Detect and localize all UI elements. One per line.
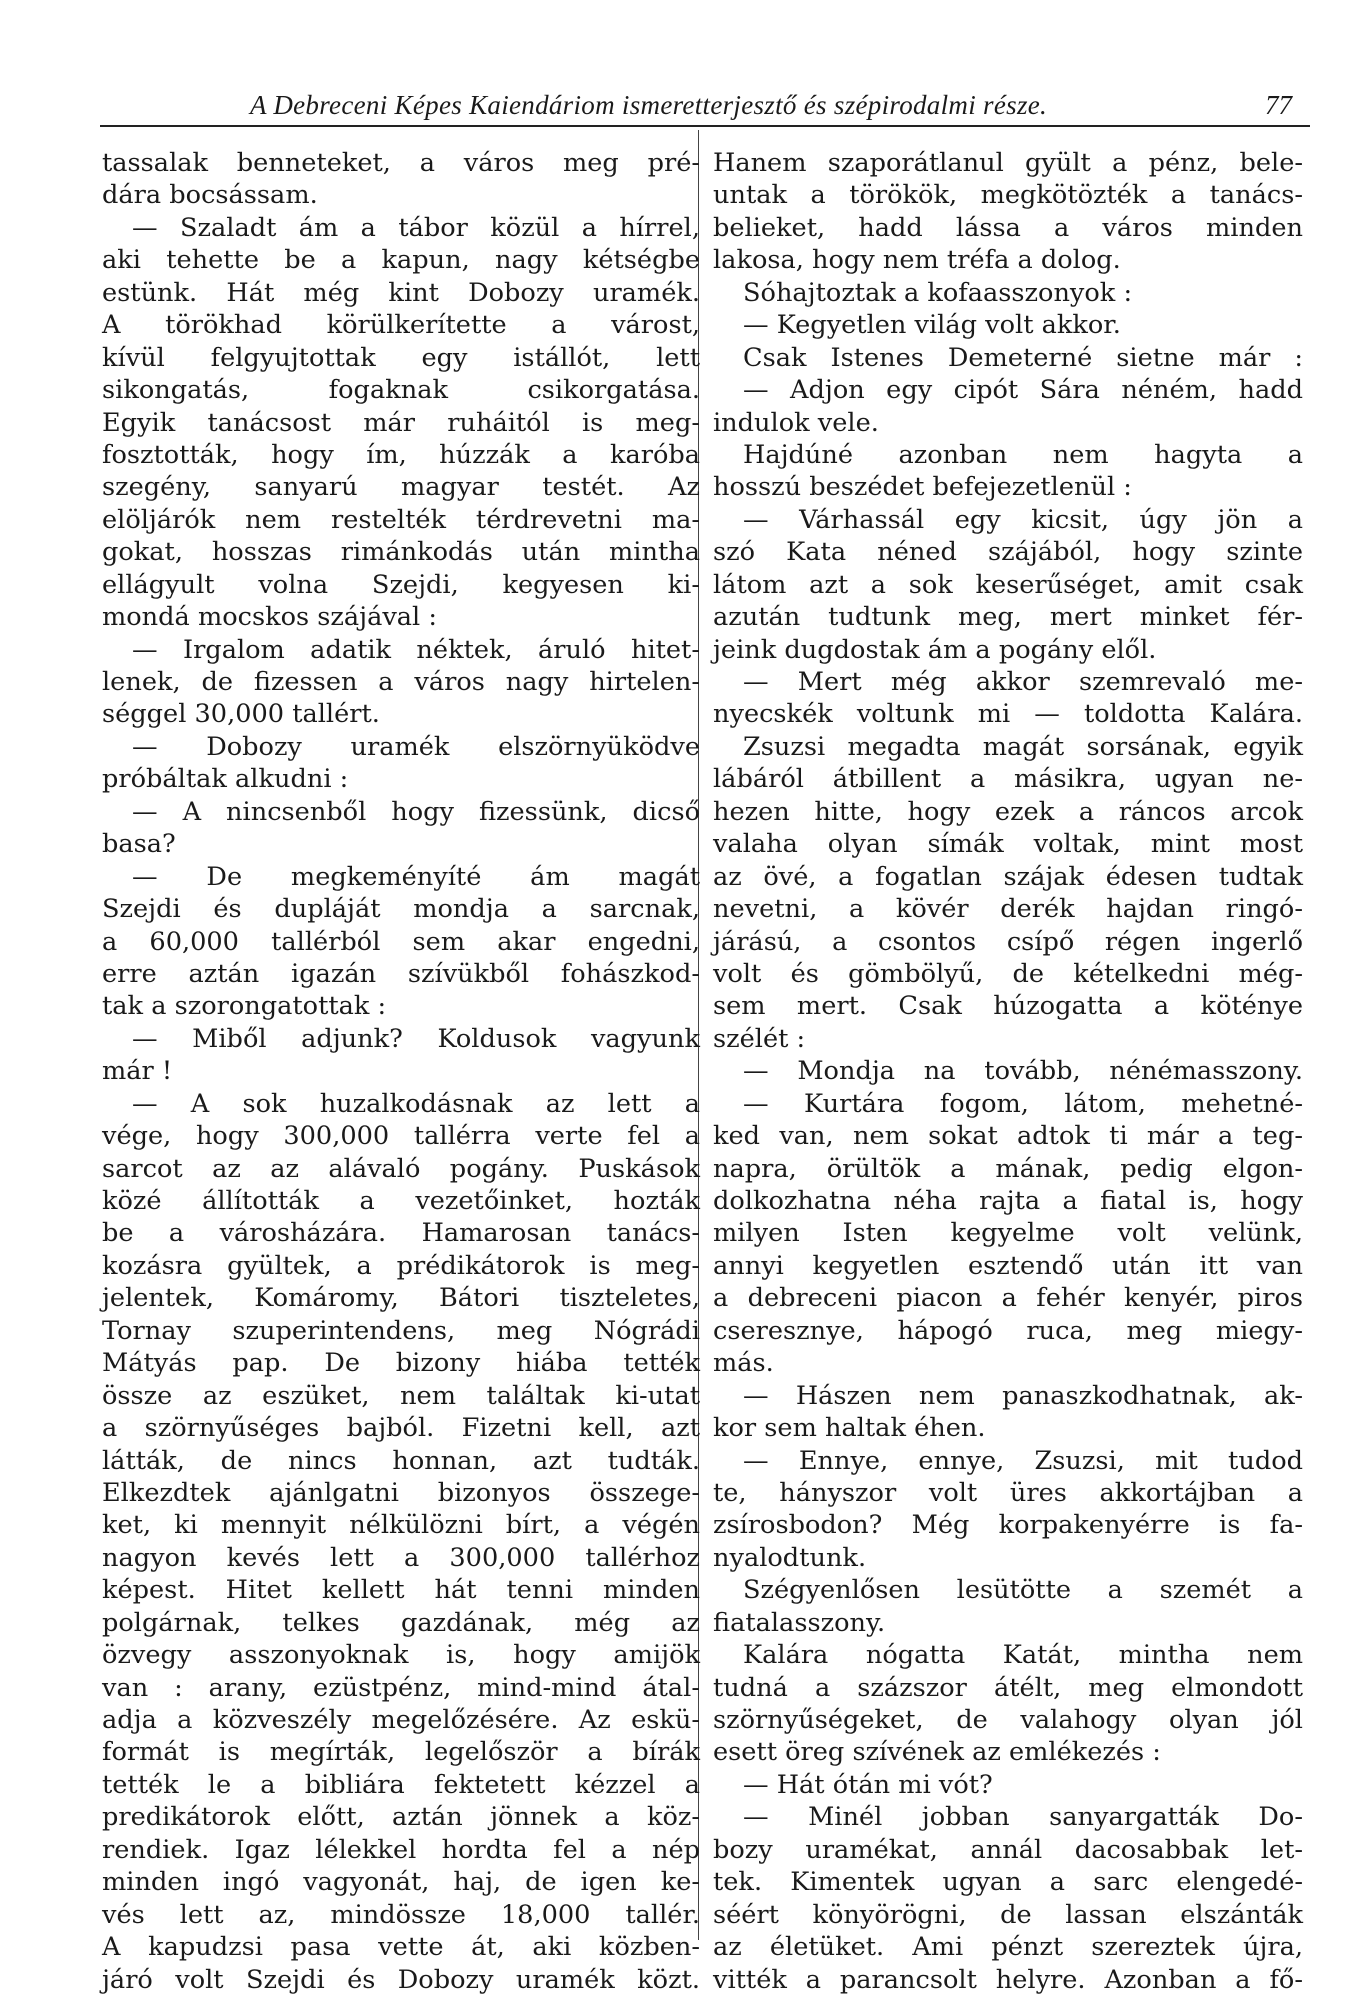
text-line: séggel 30,000 tallért. [102,699,380,730]
text-line: — De megkeményíté ám magát [132,861,700,892]
text-line: séért könyörögni, de lassan elszánták [713,1899,1303,1930]
text-line: össze az eszüket, nem találtak ki-utat [102,1380,700,1411]
text-line: szegény, sanyarú magyar testét. Az [102,472,700,503]
text-line: látták, de nincs honnan, azt tudták. [102,1445,700,1476]
text-line: az életüket. Ami pénzt szereztek újra, [713,1932,1303,1963]
text-line: — Irgalom adatik néktek, áruló hitet- [132,634,700,665]
text-line: járású, a csontos csípő régen ingerlő [713,926,1303,957]
text-line: Szégyenlősen lesütötte a szemét a [743,1575,1303,1606]
text-line: hezen hitte, hogy ezek a ráncos arcok [713,796,1303,827]
text-line: bozy uramékat, annál dacosabbak let- [713,1834,1303,1865]
text-line: szörnyűségeket, de valahogy olyan jól [713,1705,1303,1735]
text-line: próbáltak alkudni : [102,764,349,795]
text-line: Mátyás pap. De bizony hiába tették [102,1348,700,1379]
text-line: Egyik tanácsost már ruháitól is meg- [102,407,700,438]
text-line: nagyon kevés lett a 300,000 tallérhoz [102,1542,700,1573]
text-line: — Mert még akkor szemrevaló me- [743,667,1303,697]
text-line: annyi kegyetlen esztendő után itt van [713,1250,1303,1281]
text-line: lakosa, hogy nem tréfa a dolog. [713,245,1121,276]
text-line: tették le a bibliára fektetett kézzel a [102,1769,700,1800]
text-line: ket, ki mennyit nélkülözni bírt, a végén [102,1510,700,1541]
text-line: ellágyult volna Szejdi, kegyesen ki- [102,569,700,600]
text-line: A kapudzsi pasa vette át, aki közben- [102,1932,700,1963]
text-line: más. [713,1348,774,1379]
text-line: szó Kata néned szájából, hogy szinte [713,537,1303,568]
text-line: Tornay szuperintendens, meg Nógrádi [102,1315,700,1346]
text-line: jeink dugdostak ám a pogány elől. [713,634,1157,665]
text-line: milyen Isten kegyelme volt velünk, [713,1218,1303,1249]
text-line: Hanem szaporátlanul gyült a pénz, bele- [713,148,1303,178]
text-line: kor sem haltak éhen. [713,1413,986,1444]
text-line: vés lett az, mindössze 18,000 tallér. [102,1899,700,1930]
text-line: dolkozhatna néha rajta a fiatal is, hogy [713,1186,1303,1216]
header-rule [100,125,1310,127]
text-line: mondá mocskos szájával : [102,602,438,633]
text-line: belieket, hadd lássa a város minden [713,212,1303,243]
text-line: sikongatás, fogaknak csikorgatása. [102,375,700,406]
text-line: szélét : [713,1023,806,1054]
text-line: Zsuzsi megadta magát sorsának, egyik [743,731,1303,762]
text-line: látom azt a sok keserűséget, amit csak [713,569,1303,600]
text-line: — A sok huzalkodásnak az lett a [132,1088,700,1119]
text-line: özvegy asszonyoknak is, hogy amijök [102,1640,700,1671]
text-line: sarcot az az alávaló pogány. Puskások [102,1153,700,1184]
text-line: untak a törökök, megkötözték a tanács- [713,180,1303,211]
text-line: dára bocsássam. [102,180,318,211]
text-line: Elkezdtek ajánlgatni bizonyos összege- [102,1477,700,1508]
text-line: közé állították a vezetőinket, hozták [102,1186,700,1216]
text-line: — A nincsenből hogy fizessünk, dicső [132,796,700,827]
text-line: indulok vele. [713,407,879,438]
text-line: aki tehette be a kapun, nagy kétségbe [102,245,700,276]
text-line: predikátorok előtt, aztán jönnek a köz- [102,1802,700,1833]
text-line: — Szaladt ám a tábor közül a hírrel, [132,212,700,243]
text-line: — Miből adjunk? Koldusok vagyunk [132,1023,700,1054]
text-line: — Mondja na tovább, nénémasszony. [743,1056,1303,1087]
text-line: nyalodtunk. [713,1542,867,1573]
text-line: nevetni, a kövér derék hajdan ringó- [713,894,1303,925]
text-line: estünk. Hát még kint Dobozy uramék. [102,277,700,308]
text-line: A törökhad körülkerítette a várost, [102,310,700,341]
text-line: rendiek. Igaz lélekkel hordta fel a nép [102,1834,700,1865]
text-line: járó volt Szejdi és Dobozy uramék közt. [102,1964,700,1995]
text-line: hosszú beszédet befejezetlenül : [713,472,1132,503]
text-line: jelentek, Komáromy, Bátori tiszteletes, [102,1283,700,1314]
text-line: volt és gömbölyű, de kételkedni még- [713,958,1303,989]
text-line: polgárnak, telkes gazdának, még az [102,1607,700,1638]
text-line: kívül felgyujtottak egy istállót, lett [102,342,700,373]
text-line: minden ingó vagyonát, haj, de igen ke- [102,1867,700,1898]
text-line: Sóhajtoztak a kofaasszonyok : [743,277,1133,308]
text-line: — Adjon egy cipót Sára néném, hadd [743,375,1303,406]
text-line: — Hát ótán mi vót? [743,1769,993,1800]
text-line: vége, hogy 300,000 tallérra verte fel a [102,1121,700,1152]
text-line: tek. Kimentek ugyan a sarc elengedé- [713,1867,1303,1898]
text-line: lenek, de fizessen a város nagy hirtelen- [102,667,700,697]
text-line: — Várhassál egy kicsit, úgy jön a [743,504,1303,535]
text-line: — Kegyetlen világ volt akkor. [743,310,1121,341]
text-line: — Dobozy uramék elszörnyüködve [132,731,700,762]
text-line: te, hányszor volt üres akkortájban a [713,1477,1303,1508]
text-line: Hajdúné azonban nem hagyta a [743,439,1303,470]
text-line: be a városházára. Hamarosan tanács- [102,1218,700,1249]
text-line: — Kurtára fogom, látom, mehetné- [743,1088,1303,1119]
text-line: lábáról átbillent a másikra, ugyan ne- [713,764,1303,795]
right-column [713,147,1303,1996]
text-line: kozásra gyültek, a prédikátorok is meg- [102,1250,700,1281]
text-line: zsírosbodon? Még korpakenyérre is fa- [713,1510,1303,1541]
text-line: gokat, hosszas rimánkodás után mintha [102,537,700,568]
text-line: valaha olyan símák voltak, mint most [713,829,1303,860]
left-column [102,147,700,1996]
text-line: elöljárók nem restelték térdrevetni ma- [102,504,700,535]
text-line: az övé, a fogatlan szájak édesen tudtak [713,861,1303,892]
text-line: ked van, nem sokat adtok ti már a teg- [713,1121,1303,1152]
text-line: basa? [102,829,176,860]
text-line: nyecskék voltunk mi — toldotta Kalára. [713,699,1303,730]
text-line: tassalak benneteket, a város meg pré- [102,148,700,178]
text-line: — Minél jobban sanyargatták Do- [743,1802,1303,1833]
text-line: képest. Hitet kellett hát tenni minden [102,1575,700,1606]
text-line: formát is megírták, legelőször a bírák [102,1737,700,1768]
text-line: erre aztán igazán szívükből fohászkod- [102,958,700,989]
page-number: 77 [1265,90,1292,120]
running-header [110,90,1300,126]
text-line: a debreceni piacon a fehér kenyér, piros [713,1283,1303,1314]
text-line: azután tudtunk meg, mert minket fér- [713,602,1303,633]
text-line: fosztották, hogy ím, húzzák a karóba [102,439,700,470]
text-line: — Hászen nem panaszkodhatnak, ak- [743,1380,1303,1411]
text-line: Kalára nógatta Katát, mintha nem [743,1640,1303,1671]
text-line: napra, örültök a mának, pedig elgon- [713,1153,1303,1184]
text-line: van : arany, ezüstpénz, mind-mind átal- [102,1672,700,1703]
text-line: a szörnyűséges bajból. Fizetni kell, azt [102,1413,700,1444]
header-title: A Debreceni Képes Kaiendáriom ismeretterjesztő és szépirodalmi része. [250,90,1048,120]
text-line: cseresznye, hápogó ruca, meg miegy- [713,1315,1303,1346]
text-line: vitték a parancsolt helyre. Azonban a fő- [713,1964,1303,1995]
text-line: sem mert. Csak húzogatta a köténye [713,991,1303,1022]
text-line: a 60,000 tallérból sem akar engedni, [102,926,700,957]
text-line: Csak Istenes Demeterné sietne már : [743,342,1303,373]
text-line: fiatalasszony. [713,1607,886,1638]
text-line: már ! [102,1056,173,1087]
text-line: tudná a százszor átélt, meg elmondott [713,1672,1303,1703]
text-line: esett öreg szívének az emlékezés : [713,1737,1161,1768]
text-line: — Ennye, ennye, Zsuzsi, mit tudod [743,1445,1303,1476]
text-line: Szejdi és dupláját mondja a sarcnak, [102,894,700,925]
text-line: tak a szorongatottak : [102,991,387,1022]
text-line: adja a közveszély megelőzésére. Az eskü- [102,1705,700,1735]
